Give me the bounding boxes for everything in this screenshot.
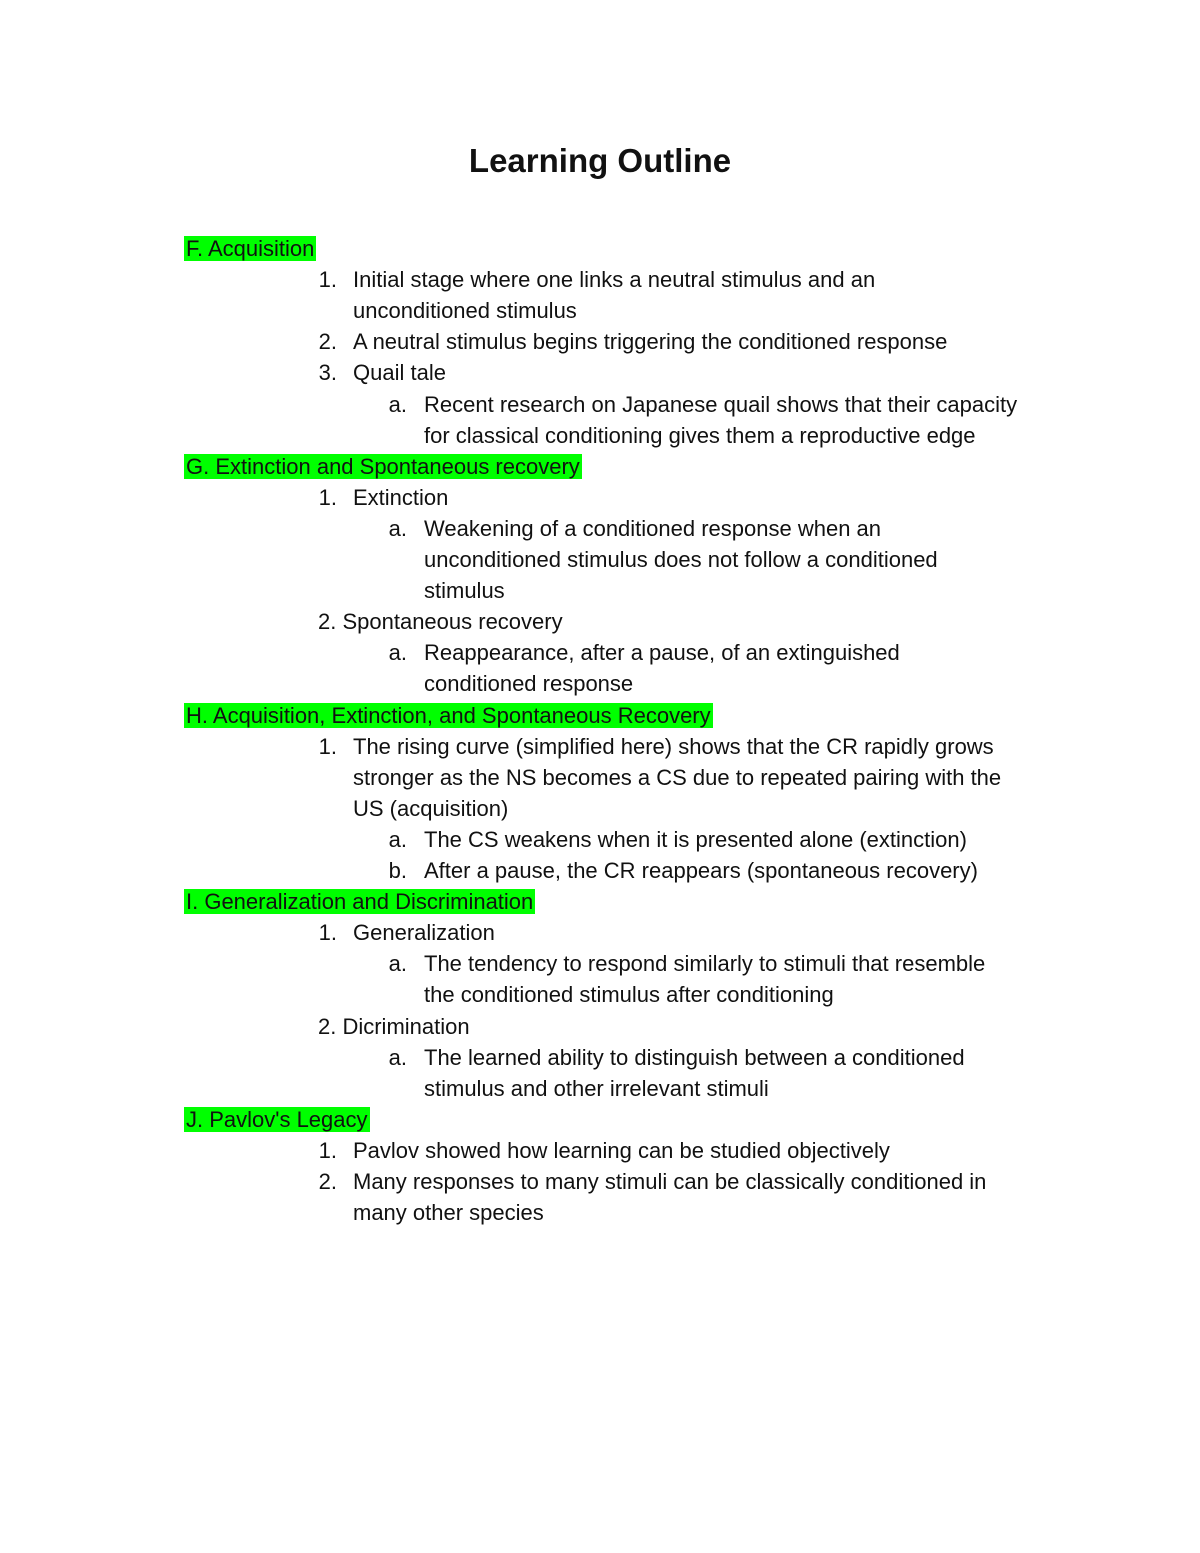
sublist-marker: a.	[388, 1044, 407, 1070]
sublist-item-text: stimulus	[424, 578, 505, 604]
list-item-inline: 2. Dicrimination	[318, 1013, 470, 1039]
list-item-text: Pavlov showed how learning can be studied objectively	[353, 1137, 890, 1163]
sublist-marker: a.	[388, 515, 407, 541]
sublist-item-text: stimulus and other irrelevant stimuli	[424, 1075, 769, 1101]
section-heading: H. Acquisition, Extinction, and Spontaneous Recovery	[186, 702, 711, 728]
sublist-item-text: After a pause, the CR reappears (spontaneous recovery)	[424, 858, 978, 883]
list-marker: 1.	[318, 920, 337, 946]
sublist-item-text: for classical conditioning gives them a reproductive edge	[424, 422, 976, 448]
sublist-marker: a.	[388, 826, 407, 852]
list-item-text: Extinction	[353, 484, 449, 510]
list-item-text: Generalization	[353, 920, 495, 946]
list-marker: 1.	[318, 267, 337, 293]
sublist-marker: b.	[388, 858, 407, 883]
section-heading: F. Acquisition	[186, 236, 315, 261]
list-item-text: A neutral stimulus begins triggering the conditioned response	[353, 329, 948, 355]
section-heading: J. Pavlov's Legacy	[186, 1106, 368, 1132]
list-marker: 1.	[318, 1137, 337, 1163]
list-item-text: many other species	[353, 1200, 544, 1226]
section-heading: G. Extinction and Spontaneous recovery	[186, 453, 580, 479]
list-item-text: Quail tale	[353, 360, 446, 386]
list-item-text: The rising curve (simplified here) shows that the CR rapidly grows	[353, 733, 994, 759]
list-item-text: unconditioned stimulus	[353, 298, 577, 324]
sublist-item-text: unconditioned stimulus does not follow a conditioned	[424, 547, 938, 572]
section-heading-row	[186, 1104, 370, 1135]
sublist-marker: a.	[388, 951, 407, 977]
list-item-text: Initial stage where one links a neutral stimulus and an	[353, 267, 876, 293]
list-marker: 2.	[318, 1169, 337, 1194]
page-title: Learning Outline	[468, 142, 732, 179]
sublist-marker: a.	[388, 391, 407, 417]
sublist-item-text: Weakening of a conditioned response when an	[424, 515, 882, 541]
sublist-item-text: The tendency to respond similarly to stimuli that resemble	[424, 951, 986, 977]
list-marker: 3.	[318, 360, 337, 386]
sublist-item-text: conditioned response	[424, 671, 634, 697]
section-heading-row	[186, 451, 582, 482]
section-heading-row	[186, 886, 535, 917]
list-marker: 1.	[318, 733, 337, 759]
list-item-inline: 2. Spontaneous recovery	[318, 609, 563, 635]
list-item-text: Many responses to many stimuli can be classically conditioned in	[353, 1169, 987, 1194]
list-marker: 1.	[318, 484, 337, 510]
section-heading-row	[186, 233, 316, 264]
list-item-text: stronger as the NS becomes a CS due to repeated pairing with the	[353, 764, 1002, 790]
sublist-item-text: The learned ability to distinguish between a conditioned	[424, 1044, 965, 1070]
sublist-item-text: Reappearance, after a pause, of an extinguished	[424, 640, 900, 666]
list-marker: 2.	[318, 329, 337, 355]
section-heading-row	[186, 700, 713, 731]
sublist-marker: a.	[388, 640, 407, 666]
sublist-item-text: the conditioned stimulus after conditioning	[424, 982, 834, 1008]
section-heading: I. Generalization and Discrimination	[186, 889, 534, 915]
list-item-text: US (acquisition)	[353, 795, 509, 821]
sublist-item-text: Recent research on Japanese quail shows that their capacity	[424, 391, 1018, 417]
sublist-item-text: The CS weakens when it is presented alone (extinction)	[424, 826, 967, 852]
